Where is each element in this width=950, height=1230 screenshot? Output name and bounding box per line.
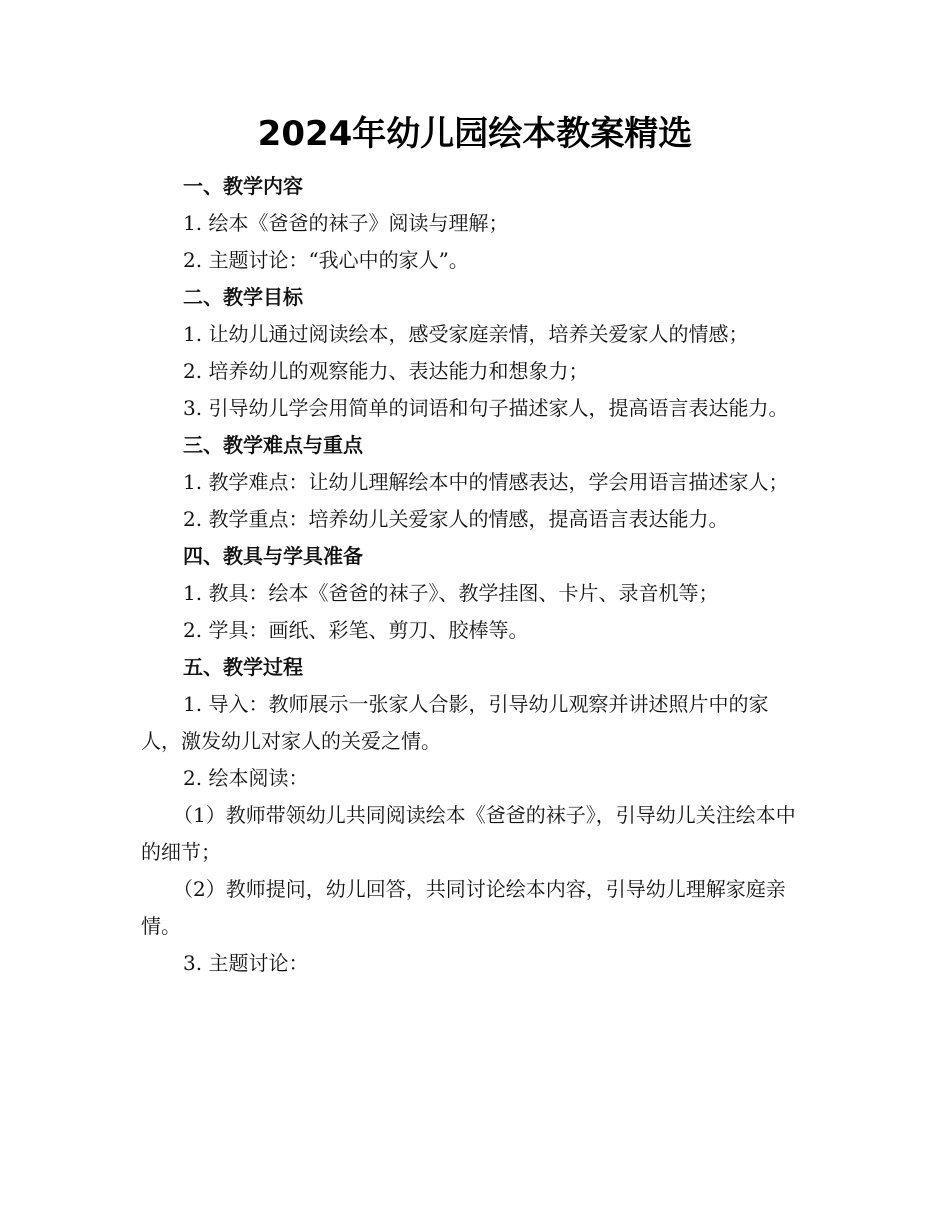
paragraph: 2. 学具：画纸、彩笔、剪刀、胶棒等。 xyxy=(183,618,529,642)
paragraph: 1. 导入：教师展示一张家人合影，引导幼儿观察并讲述照片中的家人，激发幼儿对家人的关爱之情。 xyxy=(141,692,769,753)
paragraph: 1. 教学难点：让幼儿理解绘本中的情感表达，学会用语言描述家人； xyxy=(183,470,789,494)
paragraph: 2. 绘本阅读： xyxy=(183,766,309,790)
paragraph: 3. 引导幼儿学会用简单的词语和句子描述家人，提高语言表达能力。 xyxy=(183,396,789,420)
page-title: 2024年幼儿园绘本教案精选 xyxy=(257,114,693,154)
section-heading: 四、教具与学具准备 xyxy=(183,544,363,568)
section-difficulties-and-focus xyxy=(141,427,806,538)
section-heading: 二、教学目标 xyxy=(183,285,303,309)
section-teaching-content xyxy=(141,168,806,279)
section-heading: 五、教学过程 xyxy=(183,655,303,679)
section-materials xyxy=(141,538,806,649)
paragraph: 1. 让幼儿通过阅读绘本，感受家庭亲情，培养关爱家人的情感； xyxy=(183,322,749,346)
paragraph: 1. 绘本《爸爸的袜子》阅读与理解； xyxy=(183,211,509,235)
paragraph: （1）教师带领幼儿共同阅读绘本《爸爸的袜子》，引导幼儿关注绘本中的细节； xyxy=(141,803,796,864)
section-teaching-process xyxy=(141,649,806,982)
paragraph: 3. 主题讨论： xyxy=(183,951,309,975)
document-body xyxy=(141,168,806,982)
section-heading: 一、教学内容 xyxy=(183,174,303,198)
paragraph: 2. 教学重点：培养幼儿关爱家人的情感，提高语言表达能力。 xyxy=(183,507,729,531)
section-heading: 三、教学难点与重点 xyxy=(183,433,363,457)
paragraph: （2）教师提问，幼儿回答，共同讨论绘本内容，引导幼儿理解家庭亲情。 xyxy=(141,877,786,938)
paragraph: 1. 教具：绘本《爸爸的袜子》、教学挂图、卡片、录音机等； xyxy=(183,581,719,605)
section-teaching-goals xyxy=(141,279,806,427)
paragraph: 2. 培养幼儿的观察能力、表达能力和想象力； xyxy=(183,359,589,383)
paragraph: 2. 主题讨论：“我心中的家人”。 xyxy=(183,248,469,272)
